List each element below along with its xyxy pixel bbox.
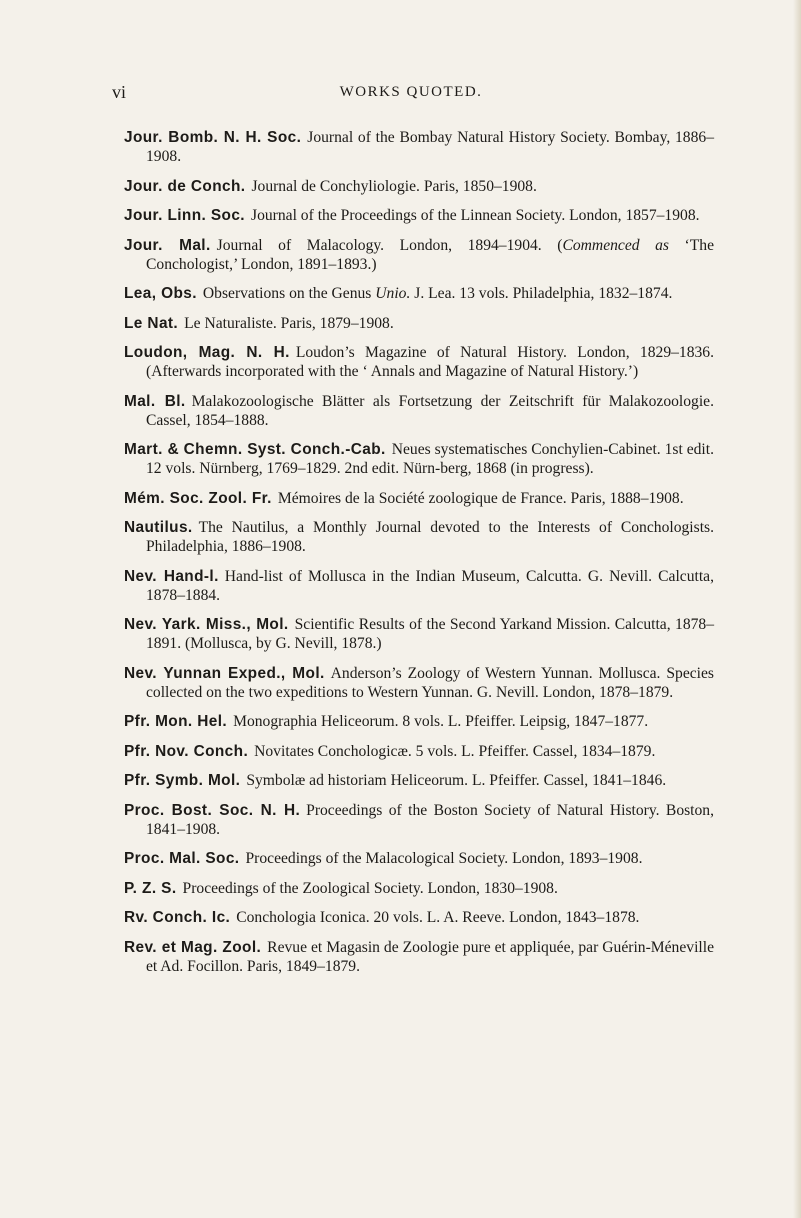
list-item <box>124 664 714 702</box>
entry-text: Revue et Magasin de Zoologie pure et appliquée, par Guérin-Méneville et Ad. Focillon. Paris, 1849–1879. <box>146 938 714 975</box>
entry-abbreviation: Jour. Linn. Soc. <box>124 207 245 224</box>
entry-abbreviation: Le Nat. <box>124 314 179 332</box>
entry-text: Journal de Conchyliologie. Paris, 1850–1908. <box>251 177 537 195</box>
list-item <box>124 908 714 927</box>
entry-text: Hand-list of Mollusca in the Indian Museum, Calcutta. G. Nevill. Calcutta, 1878–1884. <box>146 567 714 604</box>
entry-text: Journal of Malacology. London, 1894–1904. ( <box>216 236 563 254</box>
entry-text: Monographia Heliceorum. 8 vols. L. Pfeiffer. Leipsig, 1847–1877. <box>233 713 649 730</box>
entry-text: Scientific Results of the Second Yarkand Mission. Calcutta, 1878–1891. (Mollusca, by G. Nevill, 1878.) <box>146 616 715 652</box>
entry-abbreviation: Jour. Bomb. N. H. Soc. <box>124 129 302 146</box>
entry-abbreviation: Pfr. Nov. Conch. <box>124 742 249 760</box>
list-item <box>124 343 714 381</box>
entry-text: Loudon’s Magazine of Natural History. London, 1829–1836. (Afterwards incorporated with the ‘ Annals and Magazine of Natural History.’) <box>146 344 714 380</box>
list-item <box>124 314 714 333</box>
list-item <box>124 849 714 868</box>
entry-abbreviation: Jour. Mal. <box>124 236 211 254</box>
entry-text: Observations on the Genus <box>202 285 376 302</box>
entry-text: Le Naturaliste. Paris, 1879–1908. <box>184 314 394 332</box>
list-item <box>124 518 714 556</box>
entry-abbreviation: Nev. Hand-l. <box>124 567 219 585</box>
entry-text: Symbolæ ad historiam Heliceorum. L. Pfeiffer. Cassel, 1841–1846. <box>246 772 667 789</box>
list-item <box>124 801 714 839</box>
page-number: vi <box>112 82 127 102</box>
entry-abbreviation: Lea, Obs. <box>124 285 197 302</box>
works-quoted-list <box>124 128 714 986</box>
entry-italic-note: Unio. <box>375 285 411 302</box>
entry-abbreviation: Proc. Mal. Soc. <box>124 850 240 867</box>
entry-abbreviation: P. Z. S. <box>124 879 177 897</box>
entry-text: Conchologia Iconica. 20 vols. L. A. Reeve. London, 1843–1878. <box>236 909 640 926</box>
entry-abbreviation: Proc. Bost. Soc. N. H. <box>124 801 301 819</box>
entry-text: The Nautilus, a Monthly Journal devoted to the Interests of Conchologists. Philadelphia, 1886–1908. <box>146 519 714 555</box>
entry-abbreviation: Loudon, Mag. N. H. <box>124 344 290 361</box>
entry-abbreviation: Rev. et Mag. Zool. <box>124 938 262 956</box>
entry-abbreviation: Nev. Yark. Miss., Mol. <box>124 616 289 633</box>
entry-text: Proceedings of the Malacological Society. London, 1893–1908. <box>245 850 643 867</box>
list-item <box>124 284 714 303</box>
entry-text: Journal of the Bombay Natural History Society. Bombay, 1886–1908. <box>146 129 714 165</box>
entry-abbreviation: Mal. Bl. <box>124 392 186 410</box>
page-edge-shadow <box>793 0 801 1218</box>
entry-text: Proceedings of the Boston Society of Natural History. Boston, 1841–1908. <box>146 801 715 838</box>
list-item <box>124 177 714 196</box>
entry-text: Novitates Conchologicæ. 5 vols. L. Pfeiffer. Cassel, 1834–1879. <box>254 742 656 760</box>
entry-text-continued: ‘The Conchologist,’ London, 1891–1893.) <box>146 236 714 273</box>
entry-abbreviation: Pfr. Mon. Hel. <box>124 713 228 730</box>
list-item <box>124 615 714 653</box>
page-header <box>112 82 710 104</box>
entry-text: Journal of the Proceedings of the Linnean Society. London, 1857–1908. <box>251 207 700 224</box>
entry-text: Neues systematisches Conchylien-Cabinet. 1st edit. 12 vols. Nürnberg, 1769–1829. 2nd edit. Nürn-berg, 1868 (in progress). <box>146 441 714 477</box>
list-item <box>124 742 714 761</box>
entry-italic-note: Commenced as <box>562 236 669 254</box>
list-item <box>124 712 714 731</box>
entry-abbreviation: Mém. Soc. Zool. Fr. <box>124 489 272 507</box>
entry-text: Mémoires de la Société zoologique de France. Paris, 1888–1908. <box>277 489 684 507</box>
list-item <box>124 392 714 430</box>
list-item <box>124 236 714 274</box>
list-item <box>124 938 714 976</box>
entry-abbreviation: Pfr. Symb. Mol. <box>124 772 241 789</box>
entry-text-continued: J. Lea. 13 vols. Philadelphia, 1832–1874. <box>410 285 673 302</box>
entry-abbreviation: Nev. Yunnan Exped., Mol. <box>124 664 325 682</box>
entry-abbreviation: Mart. & Chemn. Syst. Conch.-Cab. <box>124 441 386 458</box>
entry-text: Anderson’s Zoology of Western Yunnan. Mollusca. Species collected on the two expeditions to Western Yunnan. G. Nevill. London, 1878–1879. <box>146 664 714 701</box>
list-item <box>124 206 714 225</box>
list-item <box>124 567 714 605</box>
entry-abbreviation: Rv. Conch. Ic. <box>124 909 231 926</box>
list-item <box>124 489 714 508</box>
entry-text: Proceedings of the Zoological Society. London, 1830–1908. <box>182 879 558 897</box>
list-item <box>124 879 714 898</box>
list-item <box>124 128 714 166</box>
entry-text: Malakozoologische Blätter als Fortsetzung der Zeitschrift für Malakozoologie. Cassel, 1854–1888. <box>146 392 714 429</box>
list-item <box>124 771 714 790</box>
running-head: WORKS QUOTED. <box>339 84 483 100</box>
list-item <box>124 440 714 478</box>
entry-abbreviation: Nautilus. <box>124 519 193 536</box>
entry-abbreviation: Jour. de Conch. <box>124 177 246 195</box>
